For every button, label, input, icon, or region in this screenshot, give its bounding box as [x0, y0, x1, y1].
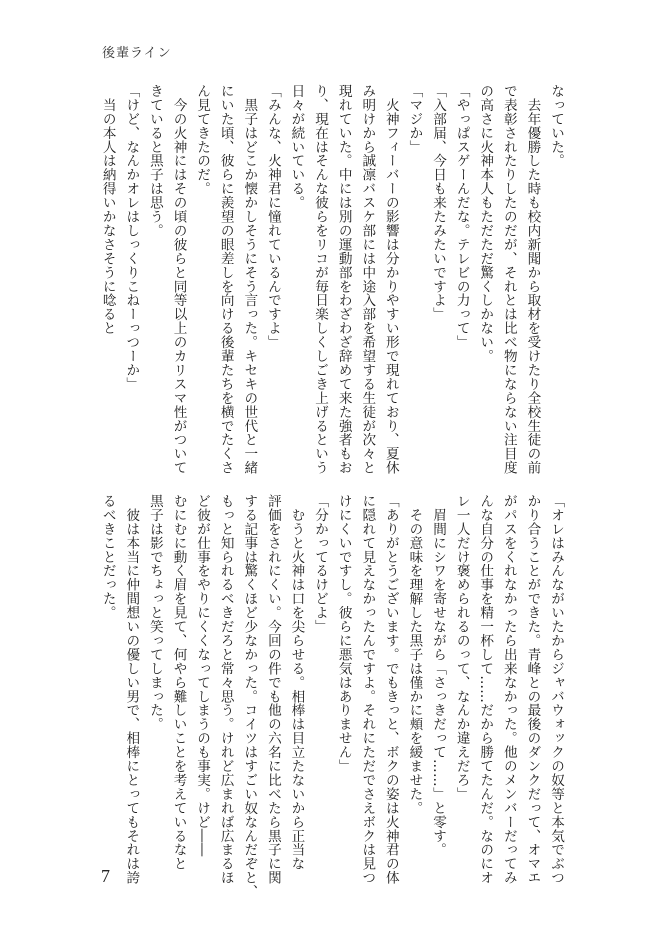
text-line: むにむに動く眉を見て、何やら難しいことを考えているなと	[170, 494, 187, 871]
text-line: 彼は本当に仲間想いの優しい男で、相棒にとってもそれは誇	[123, 494, 140, 885]
text-line: 去年優勝した時も校内新聞から取材を受けたり全校生徒の前	[524, 84, 541, 475]
text-line: 「やっぱスゲーんだな。テレビの力って」	[453, 84, 470, 350]
text-line: けにくいですし。彼らに悪気はありません」	[335, 494, 352, 773]
text-line: ど彼が仕事をやりにくくなってしまうのも事実。けど――	[194, 494, 211, 857]
text-line: り、現在はそんな彼らをリコが毎日楽しくしごき上げるという	[312, 84, 329, 475]
text-line: 「入部届、今日も来たみたいですよ」	[430, 84, 447, 322]
text-line: 日々が続いている。	[288, 84, 305, 210]
running-header: 後輩ライン	[102, 46, 172, 61]
text-line: 黒子はどこか懐かしそうにそう言った。キセキの世代と一緒	[241, 84, 258, 475]
text-line: ん見てきたのだ。	[194, 84, 211, 196]
text-line: み明けから誠凛バスケ部には中途入部を希望する生徒が次々と	[359, 84, 376, 475]
text-line: その意味を理解した黒子は僅かに頬を緩ませた。	[406, 494, 423, 815]
text-line: 評価をされにくい。今回の件でも他の六名に比べたら黒子に関	[264, 494, 281, 885]
text-line: する記事は驚くほど少なかった。コイツはすごい奴なんだぞと、	[241, 494, 258, 899]
text-line: なっていた。	[548, 84, 564, 168]
text-line: 「分かってるけどよ」	[312, 494, 329, 634]
text-line: 「オレはみんながいたからジャバウォックの奴等と本気でぶつ	[548, 494, 564, 885]
text-line: 「けど、なんかオレはしっくりこねーっつーか」	[123, 84, 140, 391]
text-line: がパスをくれなかったら出来なかった。他のメンバーだってみ	[500, 494, 517, 885]
text-line: 「ありがとうございます。でもきっと、ボクの姿は火神君の体	[382, 494, 399, 885]
text-line: にいた頃、彼らに羨望の眼差しを向ける後輩たちを横でたくさ	[217, 84, 234, 475]
text-line: で表彰されたりしたのだが、それとは比べ物にならない注目度	[500, 84, 517, 475]
text-line: きていると黒子は思う。	[146, 84, 163, 238]
text-line: 火神フィーバーの影響は分かりやすい形で現れており、夏休	[382, 84, 399, 475]
text-line: 「マジか」	[406, 84, 423, 154]
text-line: むうと火神は口を尖らせる。相棒は目立たないから正当な	[288, 494, 305, 871]
text-line: 「みんな、火神君に憧れているんですよ」	[264, 84, 281, 350]
text-line: るべきことだった。	[99, 494, 116, 620]
page-number: 7	[101, 866, 110, 886]
text-line: かり合うことができた。青峰との最後のダンクだって、オマエ	[524, 494, 541, 885]
upper-text-block	[17, 84, 567, 475]
text-line: もっと知られるべきだろと常々思う。けれど広まれば広まるほ	[217, 494, 234, 885]
lower-text-block	[17, 494, 567, 899]
text-line: んな自分の仕事を精一杯して……だから勝てたんだ。なのにオ	[477, 494, 494, 885]
text-line: 当の本人は納得いかなさそうに唸ると	[99, 84, 116, 336]
text-line: レ一人だけ褒められるのって、なんか違えだろ」	[453, 494, 470, 801]
text-line: 眉間にシワを寄せながら「さっきだって……」と零す。	[430, 494, 447, 857]
text-line: 黒子は影でちょっと笑ってしまった。	[146, 494, 163, 732]
text-line: 現れていた。中には別の運動部をわざわざ辞めて来た強者もお	[335, 84, 352, 475]
text-line: の高さに火神本人もただただ驚くしかない。	[477, 84, 494, 363]
text-line: 今の火神にはその頃の彼らと同等以上のカリスマ性がついて	[170, 84, 187, 475]
text-line: に隠れて見えなかったんですよ。それにただでさえボクは見つ	[359, 494, 376, 885]
